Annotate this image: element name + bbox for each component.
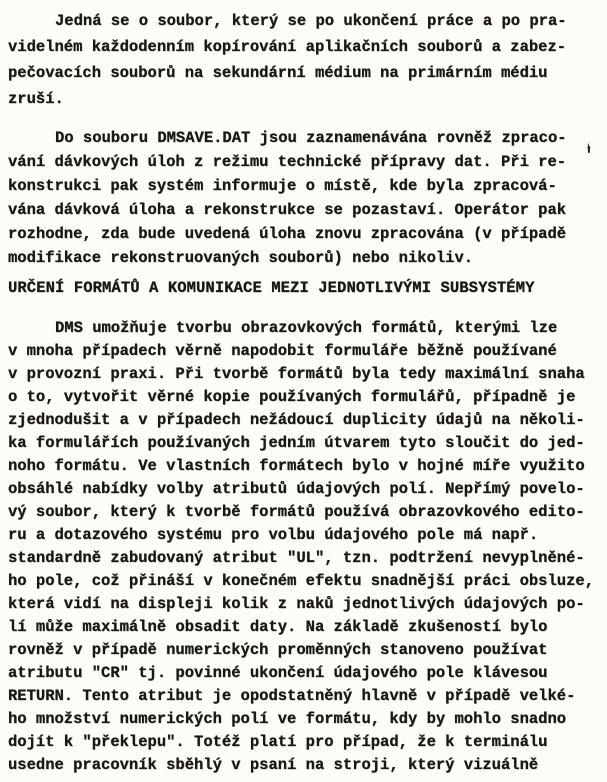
- text-line: modifikace rekonstruovaných souborů) nebo nikoliv.: [8, 249, 474, 267]
- paragraph-1: [8, 8, 600, 112]
- text-line: RETURN. Tento atribut je opodstatněný hlavně v případě velké-: [8, 687, 576, 705]
- text-line: Do souboru DMSAVE.DAT jsou zaznamenávána rovněž zpraco-: [55, 129, 567, 147]
- text-line: zruší.: [8, 90, 64, 108]
- text-line: atributu "CR" tj. povinné ukončení údajového pole klávesou: [8, 664, 548, 682]
- text-line: ru a dotazového systému pro volbu údajového pole má např.: [8, 526, 539, 544]
- text-line: rovněž v případě numerických proměnných stanoveno používat: [8, 641, 548, 659]
- text-line: vý soubor, který k tvorbě formátů používá obrazovkového edito-: [8, 503, 585, 521]
- text-line: v provozní praxi. Při tvorbě formátů byla tedy maximální snaha: [8, 365, 585, 383]
- text-line: vání dávkových úloh z režimu technické přípravy dat. Při re-: [8, 153, 567, 171]
- text-line: zjednodušit a v případech nežádoucí duplicity údajů na několi-: [8, 411, 585, 429]
- text-line: dojít k "překlepu". Totéž platí pro případ, že k terminálu: [8, 733, 548, 751]
- text-line: ho pole, což přináší v konečném efektu snadnější práci obsluze,: [8, 572, 594, 590]
- paragraph-2: [8, 126, 600, 270]
- text-line: konstrukci pak systém informuje o místě, kde byla zpracová-: [8, 177, 557, 195]
- text-line: pečovacích souborů na sekundární médium na primárním médiu: [8, 64, 548, 82]
- text-line: která vidí na displeji kolik z naků jednotlivých údajových po-: [8, 595, 585, 613]
- text-line: o to, vytvořit věrné kopie používaných formulářů, případně je: [8, 388, 576, 406]
- text-line: usedne pracovník sběhlý v psaní na stroji, který vizuálně: [8, 756, 539, 774]
- text-line: v mnoha případech věrně napodobit formuláře běžně používané: [8, 342, 557, 360]
- text-line: ka formulářích používaných jedním útvarem tyto sloučit do jed-: [8, 434, 585, 452]
- text-line: noho formátu. Ve vlastních formátech bylo v hojné míře využito: [8, 457, 585, 475]
- text-line: vána dávková úloha a rekonstrukce se pozastaví. Operátor pak: [8, 201, 567, 219]
- text-line: obsáhlé nabídky volby atributů údajových polí. Nepřímý povelo-: [8, 480, 585, 498]
- text-line: lí může maximálně obsadit daty. Na základě zkušeností bylo: [8, 618, 548, 636]
- text-line: Jedná se o soubor, který se po ukončení práce a po pra-: [55, 12, 567, 30]
- text-line: ho množství numerických polí ve formátu, kdy by mohlo snadno: [8, 710, 567, 728]
- text-line: standardně zabudovaný atribut "UL", tzn. podtržení nevyplněné-: [8, 549, 585, 567]
- text-line: videlném každodenním kopírování aplikačních souborů a zabez-: [8, 38, 567, 56]
- section-heading: URČENÍ FORMÁTŮ A KOMUNIKACE MEZI JEDNOTLIVÝMI SUBSYSTÉMY: [8, 279, 535, 297]
- text-line: DMS umožňuje tvorbu obrazovkových formátů, kterými lze: [55, 319, 558, 337]
- paragraph-3: [8, 317, 600, 777]
- text-line: rozhodne, zda bude uvedená úloha znovu zpracována (v případě: [8, 225, 567, 243]
